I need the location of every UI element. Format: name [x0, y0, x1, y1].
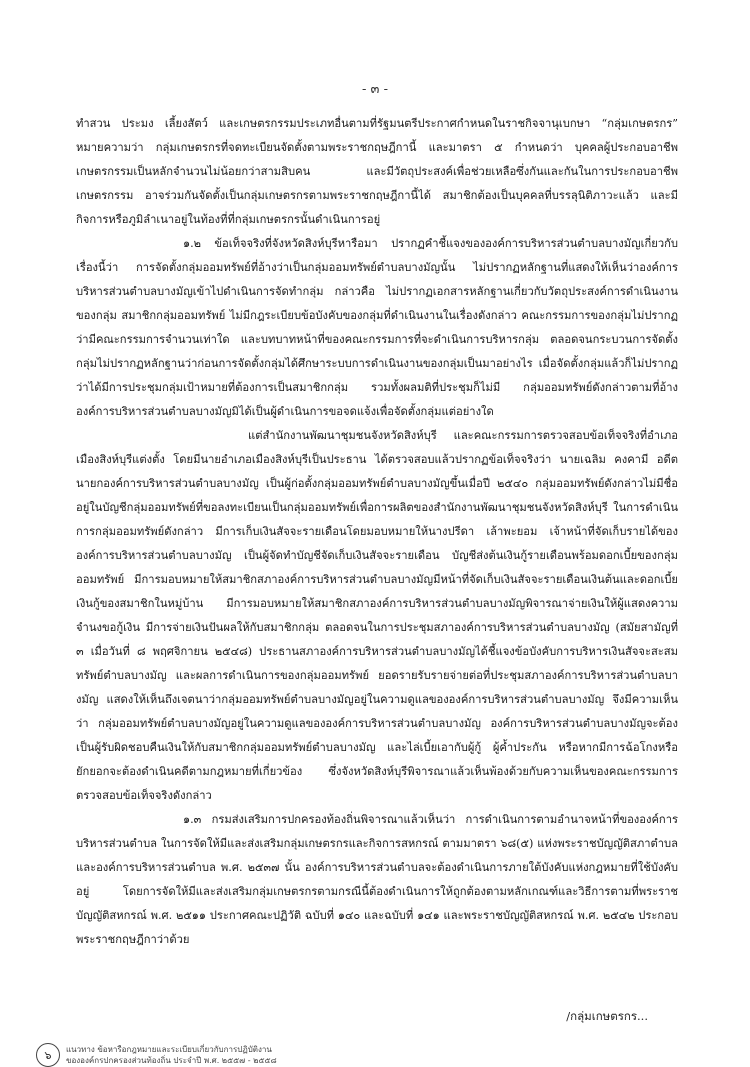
page-footer [36, 1043, 277, 1067]
document-body [76, 112, 678, 952]
continuation-marker: /กลุ่มเกษตรกร... [566, 1009, 648, 1023]
paragraph-definitions: ทำสวน ประมง เลี้ยงสัตว์ และเกษตรกรรมประเภทอื่นตามที่รัฐมนตรีประกาศกำหนดในราชกิจจานุเบกษา “กลุ่มเกษตรกร” หมายความว่า กลุ่มเกษตรกรที่จดทะเบียนจัดตั้งตามพระราชกฤษฎีกานี้ และมาตรา ๕ กำหนดว่า บุคคลผู้ประกอบอาชีพเกษตรกรรมเป็นหลักจำนวนไม่น้อยกว่าสามสิบคน และมีวัตถุประสงค์เพื่อช่วยเหลือซึ่งกันและกันในการประกอบอาชีพเกษตรกรรม อาจร่วมกันจัดตั้งเป็นกลุ่มเกษตรกรตามพระราชกฤษฎีกานี้ได้ สมาชิกต้องเป็นบุคคลที่บรรลุนิติภาวะแล้ว และมีกิจการหรือภูมิลำเนาอยู่ในท้องที่ที่กลุ่มเกษตรกรนั้นดำเนินการอยู่ [76, 117, 678, 226]
footer-line-1: แนวทาง ข้อหารือกฎหมายและระเบียบเกี่ยวกับการปฏิบัติงาน [66, 1045, 272, 1054]
paragraph-1-3: ๑.๓ กรมส่งเสริมการปกครองท้องถิ่นพิจารณาแล้วเห็นว่า การดำเนินการตามอำนาจหน้าที่ขององค์การบริหารส่วนตำบล ในการจัดให้มีและส่งเสริมกลุ่มเกษตรกรและกิจการสหกรณ์ ตามมาตรา ๖๘(๕) แห่งพระราชบัญญัติสภาตำบลและองค์การบริหารส่วนตำบล พ.ศ. ๒๕๓๗ นั้น องค์การบริหารส่วนตำบลจะต้องดำเนินการภายใต้บังคับแห่งกฎหมายที่ใช้บังคับอยู่ โดยการจัดให้มีและส่งเสริมกลุ่มเกษตรกรตามกรณีนี้ต้องดำเนินการให้ถูกต้องตามหลักเกณฑ์และวิธีการตามที่พระราชบัญญัติสหกรณ์ พ.ศ. ๒๕๑๑ ประกาศคณะปฏิวัติ ฉบับที่ ๑๔๐ และฉบับที่ ๑๔๑ และพระราชบัญญัติสหกรณ์ พ.ศ. ๒๕๔๒ ประกอบพระราชกฤษฎีกาว่าด้วย [76, 813, 678, 946]
paragraph-1-2: ๑.๒ ข้อเท็จจริงที่จังหวัดสิงห์บุรีหารือมา ปรากฏคำชี้แจงขององค์การบริหารส่วนตำบลบางมัญเกี่ยวกับเรื่องนี้ว่า การจัดตั้งกลุ่มออมทรัพย์ที่อ้างว่าเป็นกลุ่มออมทรัพย์ตำบลบางมัญนั้น ไม่ปรากฏหลักฐานที่แสดงให้เห็นว่าองค์การบริหารส่วนตำบลบางมัญเข้าไปดำเนินการจัดทำกลุ่ม กล่าวคือ ไม่ปรากฏเอกสารหลักฐานเกี่ยวกับวัตถุประสงค์การดำเนินงานของกลุ่ม สมาชิกกลุ่มออมทรัพย์ ไม่มีกฎระเบียบข้อบังคับของกลุ่มที่ดำเนินงานในเรื่องดังกล่าว คณะกรรมการของกลุ่มไม่ปรากฏว่ามีคณะกรรมการจำนวนเท่าใด และบทบาทหน้าที่ของคณะกรรมการที่จะดำเนินการบริหารกลุ่ม ตลอดจนกระบวนการจัดตั้งกลุ่มไม่ปรากฏหลักฐานว่าก่อนการจัดตั้งกลุ่มได้ศึกษาระบบการดำเนินงานของกลุ่มเป็นมาอย่างไร เมื่อจัดตั้งกลุ่มแล้วก็ไม่ปรากฏว่าได้มีการประชุมกลุ่มเป้าหมายที่ต้องการเป็นสมาชิกกลุ่ม รวมทั้งผลมติที่ประชุมก็ไม่มี กลุ่มออมทรัพย์ดังกล่าวตามที่อ้าง องค์การบริหารส่วนตำบลบางมัญมิได้เป็นผู้ดำเนินการขอจดแจ้งเพื่อจัดตั้งกลุ่มแต่อย่างใด [76, 237, 678, 418]
footer-page-number: ๖ [36, 1043, 60, 1067]
page-number: - ๓ - [362, 82, 388, 97]
footer-text [66, 1044, 277, 1066]
footer-line-2: ขององค์กรปกครองส่วนท้องถิ่น ประจำปี พ.ศ. ๒๕๕๗ - ๒๕๕๘ [66, 1056, 277, 1065]
paragraph-investigation: แต่สำนักงานพัฒนาชุมชนจังหวัดสิงห์บุรี และคณะกรรมการตรวจสอบข้อเท็จจริงที่อำเภอเมืองสิงห์บุรีแต่งตั้ง โดยมีนายอำเภอเมืองสิงห์บุรีเป็นประธาน ได้ตรวจสอบแล้วปรากฏข้อเท็จจริงว่า นายเฉลิม คงคามี อดีตนายกองค์การบริหารส่วนตำบลบางมัญ เป็นผู้ก่อตั้งกลุ่มออมทรัพย์ตำบลบางมัญขึ้นเมื่อปี ๒๕๔๐ กลุ่มออมทรัพย์ดังกล่าวไม่มีชื่ออยู่ในบัญชีกลุ่มออมทรัพย์ที่ขอลงทะเบียนเป็นกลุ่มออมทรัพย์เพื่อการผลิตของสำนักงานพัฒนาชุมชนจังหวัดสิงห์บุรี ในการดำเนินการกลุ่มออมทรัพย์ดังกล่าว มีการเก็บเงินสัจจะรายเดือนโดยมอบหมายให้นางปรีดา เล้าพะยอม เจ้าหน้าที่จัดเก็บรายได้ขององค์การบริหารส่วนตำบลบางมัญ เป็นผู้จัดทำบัญชีจัดเก็บเงินสัจจะรายเดือน บัญชีส่งต้นเงินกู้รายเดือนพร้อมดอกเบี้ยของกลุ่มออมทรัพย์ มีการมอบหมายให้สมาชิกสภาองค์การบริหารส่วนตำบลบางมัญมีหน้าที่จัดเก็บเงินสัจจะรายเดือนเงินต้นและดอกเบี้ยเงินกู้ของสมาชิกในหมู่บ้าน มีการมอบหมายให้สมาชิกสภาองค์การบริหารส่วนตำบลบางมัญพิจารณาจ่ายเงินให้ผู้แสดงความจำนงขอกู้เงิน มีการจ่ายเงินปันผลให้กับสมาชิกกลุ่ม ตลอดจนในการประชุมสภาองค์การบริหารส่วนตำบลบางมัญ (สมัยสามัญที่ ๓ เมื่อวันที่ ๘ พฤศจิกายน ๒๕๔๘) ประธานสภาองค์การบริหารส่วนตำบลบางมัญได้ชี้แจงข้อบังคับการบริหารเงินสัจจะสะสมทรัพย์ตำบลบางมัญ และผลการดำเนินการของกลุ่มออมทรัพย์ ยอดรายรับรายจ่ายต่อที่ประชุมสภาองค์การบริหารส่วนตำบลบางมัญ แสดงให้เห็นถึงเจตนาว่ากลุ่มออมทรัพย์ตำบลบางมัญอยู่ในความดูแลขององค์การบริหารส่วนตำบลบางมัญ จึงมีความเห็นว่า กลุ่มออมทรัพย์ตำบลบางมัญอยู่ในความดูแลขององค์การบริหารส่วนตำบลบางมัญ องค์การบริหารส่วนตำบลบางมัญจะต้องเป็นผู้รับผิดชอบคืนเงินให้กับสมาชิกกลุ่มออมทรัพย์ตำบลบางมัญ และไล่เบี้ยเอากับผู้กู้ ผู้ค้ำประกัน หรือหากมีการฉ้อโกงหรือยักยอกจะต้องดำเนินคดีตามกฎหมายที่เกี่ยวข้อง ซึ่งจังหวัดสิงห์บุรีพิจารณาแล้วเห็นพ้องด้วยกับความเห็นของคณะกรรมการตรวจสอบข้อเท็จจริงดังกล่าว [76, 429, 678, 802]
